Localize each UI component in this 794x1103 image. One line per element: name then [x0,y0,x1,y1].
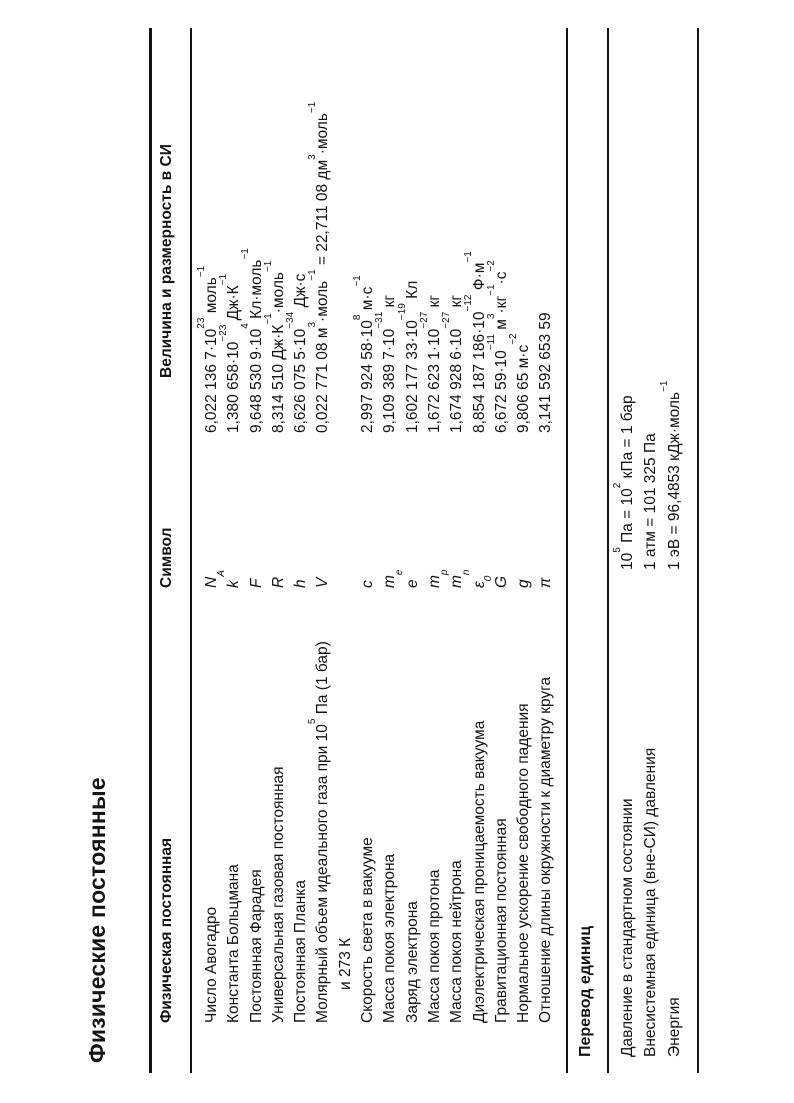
constant-value: 6,022 136 $7\cdot 10^{23}$ моль$^{-1}$ [195,265,220,433]
table-row [441,28,472,1073]
table-row [463,28,495,1073]
constant-name-cell [201,588,223,1073]
constant-name-cell [513,588,535,1073]
constant-name-cell [290,588,312,1073]
column-header-constant-name: Физическая постоянная [158,837,175,1023]
constant-symbol: V [314,577,332,588]
constant-name: Постоянная Планка [292,880,310,1023]
constant-symbol: G [492,575,510,588]
constant-value: 6,626 075 $5\cdot 10^{-34}$ Дж·с [285,273,310,433]
conversion-row [639,28,662,1073]
constant-name: Постоянная Фарадея [247,869,265,1023]
page-title: Физические постоянные [84,777,110,1063]
constant-name: Скорость света в вакууме [359,837,377,1023]
constant-name: Масса покоя электрона [381,853,399,1023]
constant-value: 1,602 177 $33\cdot 10^{-19}$ Кл [396,280,421,433]
constant-name: Заряд электрона [403,901,421,1023]
constant-symbol: π [537,577,555,588]
conversion-name: Внесистемная единица (вне-СИ) давления [642,747,660,1057]
constant-name-cell [379,588,401,1073]
constant-name: Универсальная газовая постоянная [269,766,287,1023]
constant-value: 8,314 510 $Дж\cdot К^{-1}\cdot моль^{-1}$ [262,260,287,433]
constant-value: 3,141 592 653 59 [537,312,555,433]
constant-symbol: e [403,579,421,588]
constant-name-cell [446,588,468,1073]
conversion-name: Давление в стандартном состоянии [619,798,636,1057]
conversion-table-body [611,28,686,1073]
conversion-row [611,28,639,1073]
constant-name-cell [307,588,357,1073]
table-row [195,28,227,1073]
constant-symbol: g [515,579,533,588]
constant-value: 9,109 389 $7\cdot 10^{-31}$ кг [374,294,399,433]
constants-table-header [156,28,178,1073]
conversion-section-title: Перевод единиц [577,925,594,1057]
constant-value: 9,806 65 $м\cdot с^{-2}$ [508,333,533,433]
constant-name: Нормальное ускорение свободного падения [515,703,533,1023]
constant-value: 1,674 928 $6\cdot 10^{-27}$ кг [441,294,466,433]
constant-name: Число Авогадро [203,906,220,1023]
table-row [218,28,245,1073]
constants-table-bottom-rule [566,28,568,1073]
constant-symbol: $m_n$ [448,569,472,588]
constant-symbol: R [269,576,287,588]
constant-name: Константа Больцмана [225,864,243,1023]
constant-name: Масса покоя нейтрона [448,860,466,1023]
constant-name: Молярный объем идеального газа при $10^5$ Па (1 бар) [307,641,332,1023]
constant-symbol: F [247,578,265,588]
constant-name: Масса покоя протона [425,869,443,1023]
constant-name-cell [469,588,491,1073]
constant-symbol: $\varepsilon_0$ [470,575,495,588]
constants-table-body [195,28,558,1073]
table-row [396,28,424,1073]
table-row [351,28,379,1073]
constants-table-header-row [156,28,178,1073]
constant-value: 8,854 187 $186\cdot 10^{-12}$ $Ф\cdot м^{-1}$ [463,251,488,433]
table-row [285,28,312,1073]
constant-value: 1,380 $658\cdot 10^{-23}$ $Дж\cdot К^{-1}$ [218,273,243,433]
table-row [262,28,290,1073]
constant-name-continuation: и 273 К [336,937,354,990]
constant-value: 2,997 924 $58\cdot 10^8$ $м\cdot с^{-1}$ [351,275,377,433]
conversion-row [658,28,686,1073]
constant-name-cell [268,588,290,1073]
constant-value: 0,022 771 08 $м^3\cdot моль^{-1} = 22,711$ 08 $дм^3\cdot моль^{-1}$ [307,101,332,433]
constant-value: 1,672 623 $1\cdot 10^{-27}$ кг [418,294,443,433]
table-row [307,28,357,1073]
conversion-table-bottom-rule [697,28,699,1073]
column-header-value: Величина и размерность в СИ [158,144,175,378]
constant-name: Отношение длины окружности к диаметру круга [537,676,555,1023]
column-header-symbol: Символ [158,527,175,588]
constant-name: Гравитационная постоянная [492,818,510,1023]
conversion-name: Энергия [665,997,683,1057]
constant-name-cell [223,588,245,1073]
constant-symbol: k [225,580,243,588]
constant-name-cell [491,588,513,1073]
constant-name-cell [424,588,446,1073]
table-row [418,28,450,1073]
conversion-value: $10^5$ Па = $10^2$ кПа = 1 бар [611,395,636,570]
constant-symbol: $m_p$ [425,569,450,588]
table-row [374,28,405,1073]
constant-name-cell [246,588,268,1073]
constant-symbol: h [292,579,310,588]
constant-value: 6,672 $59\cdot 10^{-11}$ $м^3\cdot кг^{-1}\cdot с^{-2}$ [485,260,510,433]
constant-value: 9,648 530 $9\cdot 10^4$ Кл·моль$^{-1}$ [240,248,265,433]
constant-name-cell [535,588,557,1073]
constant-symbol: c [359,580,377,588]
constant-name-cell [402,588,424,1073]
table-row [485,28,513,1073]
conversion-value: 1 эВ = 96,4853 кДж·моль$^{-1}$ [658,380,683,570]
constants-table-top-rule [149,28,152,1073]
conversion-table-header-rule [607,28,609,1073]
constants-table-header-rule [190,28,192,1073]
table-row [240,28,268,1073]
table-row [535,28,557,1073]
table-row [508,28,535,1073]
constant-symbol: $N_A$ [203,570,227,588]
constant-name: Диэлектрическая проницаемость вакуума [470,720,488,1023]
constant-name-cell [357,588,379,1073]
constant-symbol: $m_e$ [381,569,405,588]
conversion-value: 1 атм = 101 325 Па [642,433,660,570]
